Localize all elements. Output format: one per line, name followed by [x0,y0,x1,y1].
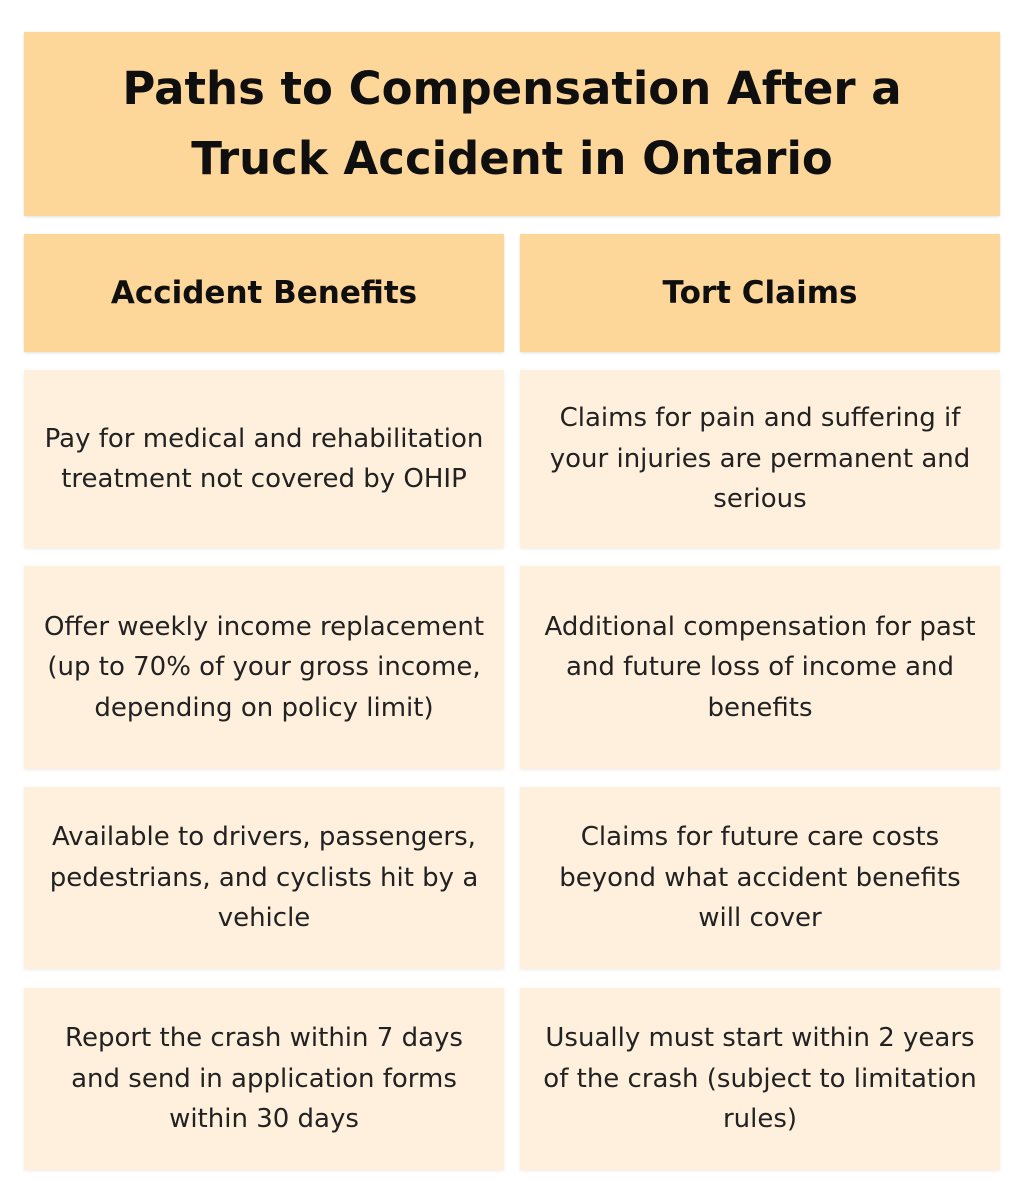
cell-text: Pay for medical and rehabilitation treatment not covered by OHIP [44,423,484,494]
cell-text: Claims for future care costs beyond what accident benefits will cover [559,822,961,934]
title-banner [24,32,1000,216]
tort-claims-row-4 [520,988,1000,1170]
accident-benefits-row-1 [24,370,504,548]
accident-benefits-row-2 [24,566,504,769]
page-title: Paths to Compensation After a Truck Accident in Ontario [122,62,902,185]
accident-benefits-row-4 [24,988,504,1170]
cell-text: Claims for pain and suffering if your injuries are permanent and serious [549,403,971,515]
cell-text: Offer weekly income replacement (up to 70% of your gross income, depending on policy limit) [43,611,485,723]
cell-text: Available to drivers, passengers, pedestrians, and cyclists hit by a vehicle [49,822,479,934]
column-heading-accident-benefits: Accident Benefits [24,234,504,352]
cell-text: Report the crash within 7 days and send in application forms within 30 days [65,1023,463,1135]
cell-text: Additional compensation for past and future loss of income and benefits [544,611,976,723]
tort-claims-row-1 [520,370,1000,548]
tort-claims-row-3 [520,787,1000,969]
accident-benefits-row-3 [24,787,504,969]
cell-text: Usually must start within 2 years of the crash (subject to limitation rules) [543,1023,977,1135]
tort-claims-row-2 [520,566,1000,769]
column-heading-tort-claims: Tort Claims [520,234,1000,352]
